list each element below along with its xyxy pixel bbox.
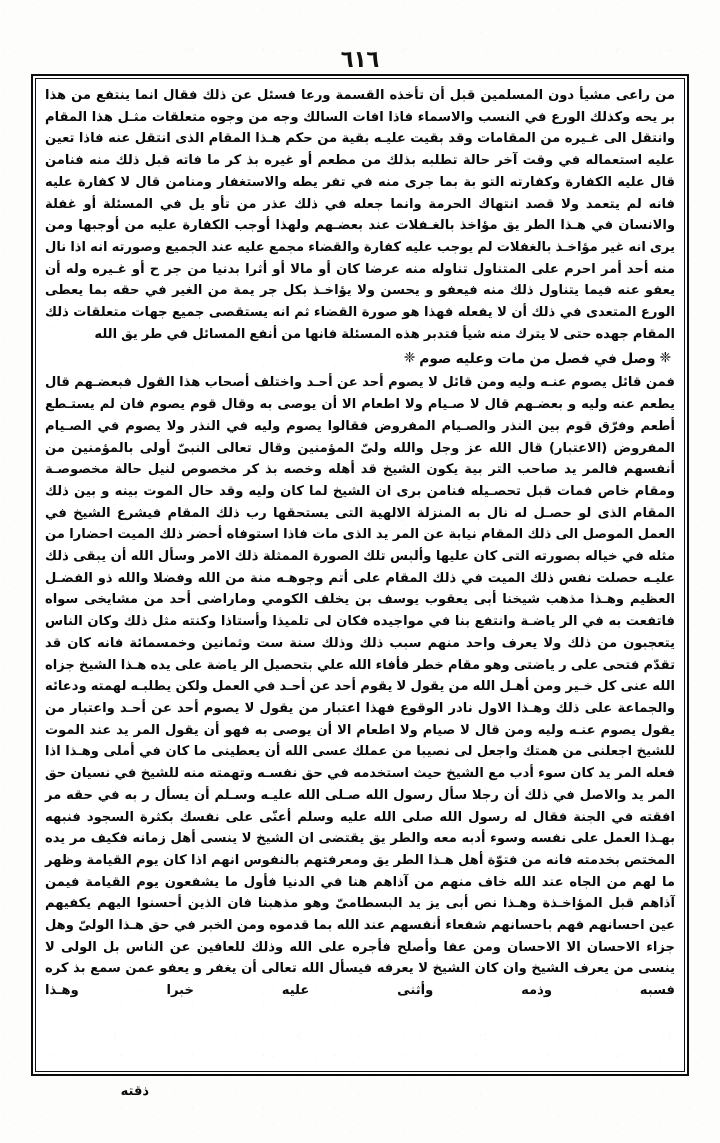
page-number: ٦١٦	[340, 45, 380, 73]
paragraph-before-heading: من راعى مشيأ دون المسلمين قبل أن تأخذه القسمة ورعا فسئل عن ذلك فقال انما ينتفع من هذا بر يحه وكذلك الورع في النسب والاسماء فاذا افات السالك وجه من وجوه متعلقات مثـل هذا المقام وانتقل الى غـيره من المقامات وقد بقيت عليـه بقية من حكم هـذا المقام الذى انتقل عنه فاذا تعين عليه استعماله في وقت آخر حالة تطلبه بذلك من مطعم أو غيره بذ كر ما فاته قبل ذلك منه فنامن قال عليه الكفارة وكفارته التو بة بما جرى منه في تفر يطه والاستغفار ومنامن قال لا كفارة عليه فانه لم يتعمد ولا قصد انتهاك الحرمة وانما جعله في ذلك عذر من تأو يل في المسئلة أو غفلة والانسان في هـذا الطر يق مؤاخذ بالغـفلات عند بعضـهم ولهذا أوجب الكفارة عليه من أوجبها ومن يرى انه غير مؤاخـذ بالغفلات لم يوجب عليه كفارة والقضاء مجمع عليه عند الجميع وصورته انه اذا نال منه أحد أمر احرم على المتناول تناوله منه عرضا كان أو مالا أو أثرا بدنيا من جر ح أو غـيره وله أن يعفو عنه فيما يتناول ذلك منه فيعفو و يحسن ولا يؤاخـذ بكل جر يمة من الغير في حقه بما يعطى الورع المتعدى في ذلك أن لا يفعله فهذا هو صورة القضاء ثم انه يستقصى جميع جهات متعلقات ذلك المقام جهده حتى لا يترك منه شيأ فتدبر هذه المسئلة فانها من أنفع المسائل في طر يق الله	[45, 88, 675, 342]
floret-right-icon: ❈	[403, 350, 416, 367]
catchword-zone	[31, 1082, 689, 1112]
section-heading-text: وصل في فصل من مات وعليه صوم	[419, 351, 656, 368]
section-heading	[45, 348, 675, 370]
catchword: ذقته	[120, 1084, 149, 1099]
floret-left-icon: ❈	[659, 350, 671, 367]
paragraph-after-heading: فمن قائل يصوم عنـه وليه ومن قائل لا يصوم أحد عن أحـد واختلف أصحاب هذا القول فبعضـهم قال يطعم عنه وليه و بعضـهم قال لا صـيام ولا اطعام الا أن يوصى به وقال قوم يصوم فان لم يستـطع أطعم وفرّق قوم بين النذر والصـيام المفروض فقالوا يصوم وليه في النذر ولا يصوم في الصـيام المفروض (الاعتبار) قال الله عز وجل والله ولىّ المؤمنين وقال تعالى النبىّ أولى بالمؤمنين من أنفسهم فالمر يد صاحب التر بية يكون الشيخ قد أهله وخصه بذ كر مخصوص لنيل حالة مخصوصـة ومقام خاص فمات قبل تحصـيله فنامن برى ان الشيخ لما كان وليه وقد حال الموت بينه و بين ذلك المقام الذى لو حصـل له نال به المنزلة الالهية التى يستحقها رب ذلك المقام فيشرع الشيخ في العمل الموصل الى ذلك المقام نيابة عن المر يد الذى مات فاذا استوفاه أحضر ذلك الميت احضارا من مثله في خياله بصورته التى كان عليها وألبس تلك الصورة الممثلة ذلك الامر وسأل الله أن يبقى ذلك عليـه حصلت نفس ذلك الميت في ذلك المقام على أتم وجوهـه منة من الله وفضلا والله ذو الفضـل العظيم وهـذا مذهب شيخنا أبى يعقوب يوسف بن يخلف الكومي وماراضى أحد من مشايخى سواه فاتفعت به في الر ياضـة وانتفع بنا في مواجيده فكان لى تلميذا وأستاذا وكنته مثل ذلك وكان الناس يتعجبون من ذلك ولا يعرف واحد منهم سبب ذلك وذلك سنة ست وثمانين وخمسمائة فانه كان قد تقدّم فتحى على ر ياضتى وهو مقام خطر فأفاء الله علي بتحصيل الر ياضة على يده هـذا الشيخ جزاه الله عنى كل خـير ومن أهـل الله من يقول لا يقوم أحد عن أحـد في العمل ولكن يطلبـه لهمته ودعائه والجماعة على ذلك وهـذا الاول نادر الوقوع فهذا اعتبار من يقول لا يصوم أحد عن أحـد واعتبار من يقول يصوم عنـه وليه ومن قال لا صيام ولا اطعام الا أن يوصى به فهو أن يقول المر يد عند الموت للشيخ اجعلنى من همتك واجعل لى نصيبا من عملك عسى الله أن يعطينى ما كان في أملى وهـذا اذا فعله المر يد كان سوء أدب مع الشيخ حيث استخدمه في حق نفسـه وتهمته منه للشيخ في نسيان حق المر يد والاصل في ذلك أن رجلا سأل رسول الله صـلى الله عليـه وسـلم أن يسأل ر به في حقه مر افقته في الجنة فقال له رسول الله صلى الله عليه وسلم أعنّى على نفسك بكثرة السجود فنبهه بهـذا العمل على نفسه وسوء أدبه معه والطر يق يقتضى ان الشيخ لا ينسى أهل زمانه فكيف مر يده المختص بخدمته فانه من فتوّة أهل هـذا الطر يق ومعرفتهم بالنفوس انهم اذا كان يوم القيامة وظهر ما لهم من الجاه عند الله خاف منهم من آذاهم هنا في الدنيا فأول ما يشفعون يوم القيامة فيمن آذاهم قبل المؤاخـذة وهـذا نص أبى يز يد البسطامىّ وهو مذهبنا فان الذين أحسنوا اليهم يكفيهم عين احسانهم فهم باحسانهم شفعاء أنفسهم عند الله بما قدموه ومن الخبر في حق هـذا الولىّ وهل جزاء الاحسان الا الاحسان ومن عفا وأصلح فأجره على الله وذلك للعافين عن الناس بل الولى لا ينسى من يعرف الشيخ وان كان الشيخ لا يعرفه فيسأل الله تعالى أن يغفر و يعفو عمن سمع بذ كره فسبه وذمه وأثنى عليه خبرا وهـذا	[45, 375, 675, 999]
page-number-zone	[0, 0, 720, 74]
body-text-block	[45, 85, 675, 1002]
text-frame	[31, 74, 689, 1076]
text-frame-inner	[35, 78, 685, 1072]
